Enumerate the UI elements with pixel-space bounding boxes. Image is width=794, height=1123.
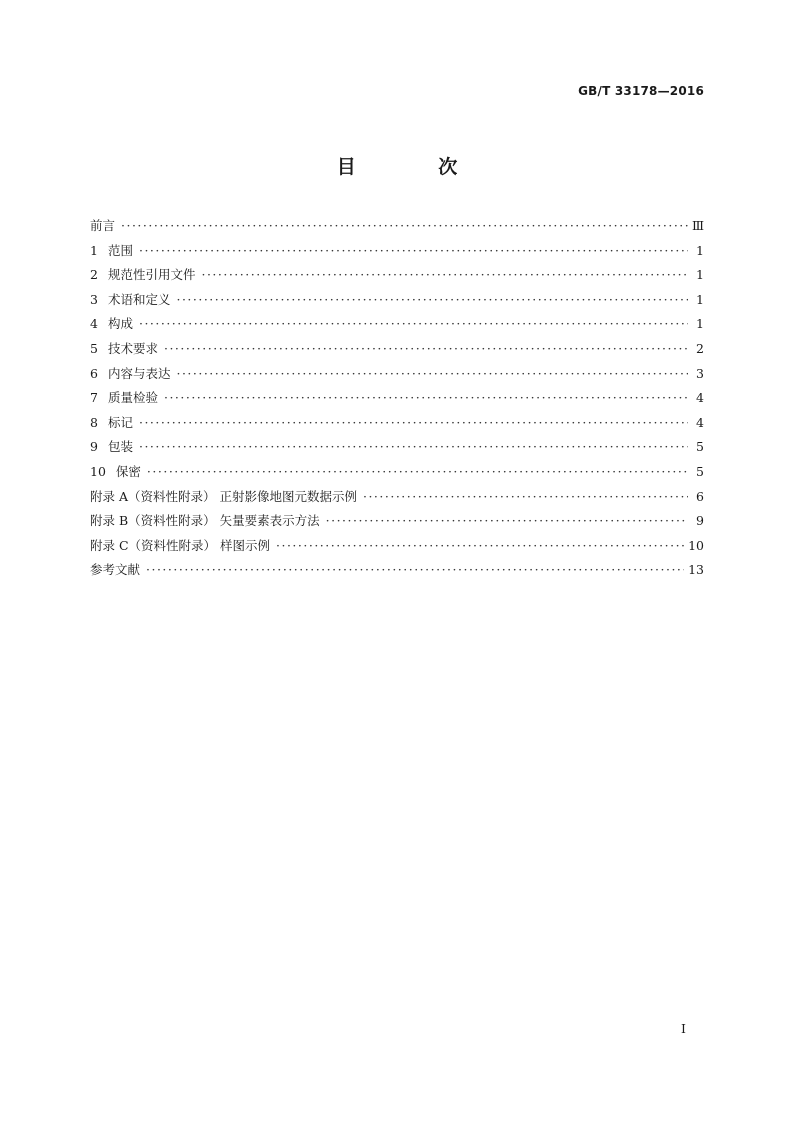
toc-entry-label <box>90 339 158 359</box>
toc-entry-number: 9 <box>90 439 98 455</box>
toc-entry-number: 10 <box>90 463 106 479</box>
toc-entry-appendix-a[interactable] <box>90 487 704 512</box>
toc-entry-title: 保密 <box>115 463 141 479</box>
toc-entry-title: 范围 <box>107 242 133 258</box>
toc-entry-number: 2 <box>90 267 98 283</box>
toc-entry-label <box>90 413 133 433</box>
toc-entry-title: 构成 <box>107 316 133 332</box>
toc-entry-composition[interactable] <box>90 314 704 339</box>
toc-entry-label <box>90 560 140 580</box>
toc-entry-label <box>90 487 357 507</box>
toc-entry-label <box>90 536 270 556</box>
toc-leader <box>176 290 688 310</box>
toc-entry-title: 技术要求 <box>107 340 158 356</box>
toc-entry-page: 5 <box>696 463 704 479</box>
toc-entry-label <box>90 290 170 310</box>
toc-entry-page: Ⅲ <box>691 218 704 233</box>
toc-entry-label <box>90 364 170 384</box>
toc-entry-marking[interactable] <box>90 413 704 438</box>
toc-leader <box>164 339 688 359</box>
toc-entry-page: 4 <box>696 390 704 406</box>
toc-entry-page: 1 <box>696 291 704 307</box>
toc-leader <box>276 536 684 556</box>
toc-entry-title: 前言 <box>90 218 116 233</box>
toc-entry-title: 附录 C（资料性附录） 样图示例 <box>90 537 271 553</box>
toc-entry-title: 内容与表达 <box>107 365 171 381</box>
toc-entry-technical-requirements[interactable] <box>90 339 704 364</box>
toc-entry-label <box>90 437 133 457</box>
toc-entry-page: 10 <box>688 537 704 553</box>
toc-entry-label <box>90 462 141 482</box>
toc-entry-page: 5 <box>696 439 704 455</box>
toc-leader <box>139 437 688 457</box>
toc-leader <box>326 511 688 531</box>
toc-entry-page: 3 <box>696 365 704 381</box>
toc-entry-title: 附录 B（资料性附录） 矢量要素表示方法 <box>90 513 320 529</box>
toc-leader <box>176 364 688 384</box>
toc-entry-title: 规范性引用文件 <box>107 267 196 283</box>
toc-entry-confidentiality[interactable] <box>90 462 704 487</box>
toc-entry-scope[interactable] <box>90 241 704 266</box>
toc-entry-title: 参考文献 <box>90 562 141 578</box>
toc-list <box>90 216 704 585</box>
toc-entry-bibliography[interactable] <box>90 560 704 585</box>
toc-entry-page: 2 <box>696 340 704 356</box>
toc-entry-number: 8 <box>90 414 98 430</box>
toc-leader <box>146 560 684 580</box>
toc-entry-quality-inspection[interactable] <box>90 388 704 413</box>
toc-entry-number: 5 <box>90 340 98 356</box>
toc-entry-content-expression[interactable] <box>90 364 704 389</box>
toc-entry-title: 附录 A（资料性附录） 正射影像地图元数据示例 <box>90 488 357 504</box>
toc-entry-label <box>90 265 195 285</box>
toc-leader <box>139 314 688 334</box>
toc-entry-label <box>90 388 158 408</box>
toc-leader <box>363 487 688 507</box>
toc-entry-page: 4 <box>696 414 704 430</box>
toc-entry-number: 6 <box>90 365 98 381</box>
page-number: I <box>681 1021 686 1036</box>
toc-entry-number: 3 <box>90 291 98 307</box>
toc-entry-number: 7 <box>90 390 98 406</box>
toc-entry-label <box>90 216 115 236</box>
toc-entry-title: 包装 <box>107 439 133 455</box>
toc-leader <box>164 388 688 408</box>
toc-entry-label <box>90 511 320 531</box>
toc-leader <box>201 265 688 285</box>
toc-entry-number: 1 <box>90 242 98 258</box>
toc-entry-title: 质量检验 <box>107 390 158 406</box>
toc-entry-page: 1 <box>696 242 704 258</box>
toc-entry-foreword[interactable] <box>90 216 704 241</box>
toc-leader <box>121 216 688 236</box>
standard-code: GB/T 33178—2016 <box>578 84 704 98</box>
toc-entry-page: 9 <box>696 513 704 529</box>
toc-entry-normative-references[interactable] <box>90 265 704 290</box>
toc-entry-title: 术语和定义 <box>107 291 171 307</box>
toc-entry-appendix-c[interactable] <box>90 536 704 561</box>
toc-leader <box>147 462 688 482</box>
toc-title: 目 次 <box>336 156 496 178</box>
toc-entry-packaging[interactable] <box>90 437 704 462</box>
toc-entry-page: 6 <box>696 488 704 504</box>
toc-entry-number: 4 <box>90 316 98 332</box>
toc-entry-appendix-b[interactable] <box>90 511 704 536</box>
toc-leader <box>139 241 688 261</box>
toc-leader <box>139 413 688 433</box>
toc-entry-terms-definitions[interactable] <box>90 290 704 315</box>
toc-entry-title: 标记 <box>107 414 133 430</box>
toc-entry-page: 1 <box>696 267 704 283</box>
toc-entry-label <box>90 241 133 261</box>
toc-entry-page: 1 <box>696 316 704 332</box>
toc-entry-label <box>90 314 133 334</box>
toc-entry-page: 13 <box>688 562 704 578</box>
